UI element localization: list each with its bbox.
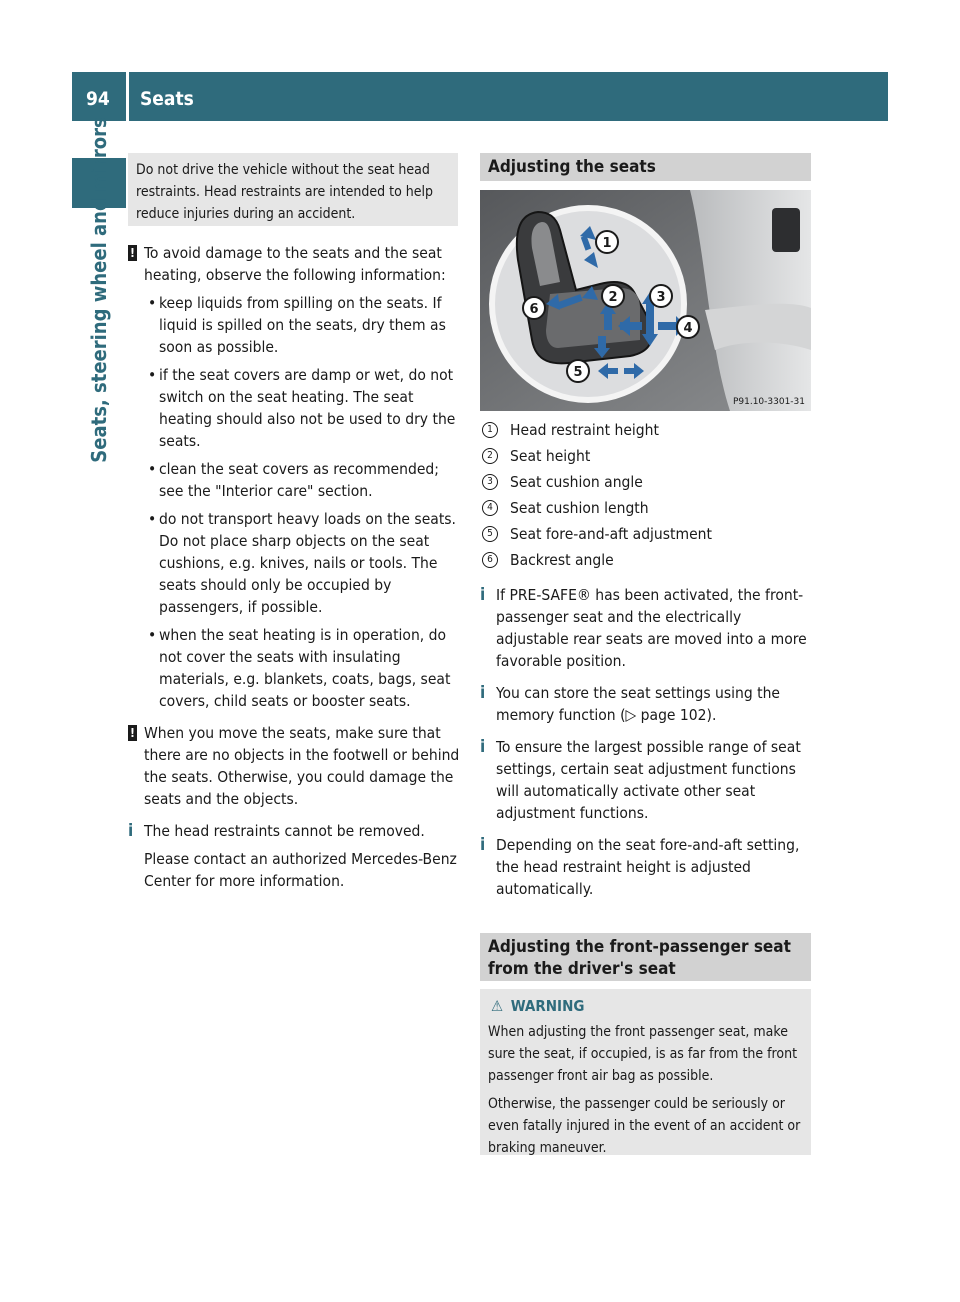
section-heading-adjusting-seats xyxy=(480,153,811,181)
legend-number: 2 xyxy=(482,448,498,464)
info-note xyxy=(480,736,812,824)
left-column-notes xyxy=(128,242,460,902)
warning-para-1: When adjusting the front passenger seat, make sure the seat, if occupied, is as far from the front passenger front air bag as possible. xyxy=(488,1024,798,1084)
info-text: To ensure the largest possible range of seat settings, certain seat adjustment functions will automatically activate other seat adjustment functions. xyxy=(496,738,801,822)
legend-item xyxy=(480,469,811,495)
legend-item xyxy=(480,443,811,469)
image-code: P91.10-3301-31 xyxy=(732,397,805,407)
svg-text:5: 5 xyxy=(573,365,583,380)
svg-text:2: 2 xyxy=(608,290,618,305)
seat-controls-illustration xyxy=(480,190,811,411)
seat-controls-drawing xyxy=(480,190,811,411)
legend-item xyxy=(480,547,811,573)
warning-box xyxy=(480,989,811,1155)
notice-text: To avoid damage to the seats and the seat heating, observe the following information: xyxy=(144,244,446,284)
section-heading-line2: from the driver's seat xyxy=(488,959,676,979)
notice-text: When you move the seats, make sure that there are no objects in the footwell or behind the seats. Otherwise, you could damage the seats and the objects. xyxy=(144,724,460,808)
section-heading-line1: Adjusting the front-passenger seat xyxy=(488,937,791,957)
section-heading-text: Adjusting the seats xyxy=(488,157,656,177)
page-number: 94 xyxy=(86,88,110,110)
info-icon: i xyxy=(480,585,486,605)
legend-number: 1 xyxy=(482,422,498,438)
legend-label: Seat cushion length xyxy=(510,499,649,517)
legend-item xyxy=(480,417,811,443)
warning-para-2: Otherwise, the passenger could be seriously or even fatally injured in the event of an accident or braking maneuver. xyxy=(488,1096,801,1156)
info-icon: i xyxy=(128,821,134,841)
header-divider xyxy=(126,72,129,121)
notice-move-seats xyxy=(128,722,460,810)
legend-number: 5 xyxy=(482,526,498,542)
info-head-restraints xyxy=(128,820,460,892)
info-text: You can store the seat settings using the memory function (▷ page 102). xyxy=(496,684,781,724)
legend-item xyxy=(480,495,811,521)
list-item: • clean the seat covers as recommended; see the "Interior care" section. xyxy=(144,458,460,502)
legend-list xyxy=(480,417,811,573)
warning-title: WARNING xyxy=(510,997,585,1015)
legend-label: Seat height xyxy=(510,447,591,465)
warning-triangle-icon: ⚠ xyxy=(490,997,504,1015)
notice-icon: ! xyxy=(128,725,137,741)
section-heading-front-passenger xyxy=(480,933,811,981)
list-item: • if the seat covers are damp or wet, do not switch on the seat heating. The seat heating should also not be used to dry the seats. xyxy=(144,364,460,452)
list-item: • keep liquids from spilling on the seats. If liquid is spilled on the seats, dry them as soon as possible. xyxy=(144,292,460,358)
legend-label: Seat cushion angle xyxy=(510,473,643,491)
list-item: • do not transport heavy loads on the seats. Do not place sharp objects on the seat cushions, e.g. knives, nails or tools. The seats should only be occupied by passengers, if possible. xyxy=(144,508,460,618)
gray-note-text: Do not drive the vehicle without the seat head restraints. Head restraints are intended to help reduce injuries during an accident. xyxy=(136,162,434,222)
header-bar xyxy=(72,72,888,121)
info-note xyxy=(480,682,812,726)
side-tab-label: Seats, steering wheel and mirrors xyxy=(87,117,111,463)
legend-number: 4 xyxy=(482,500,498,516)
notice-icon: ! xyxy=(128,245,137,261)
info-text: The head restraints cannot be removed. xyxy=(144,822,425,840)
legend-number: 6 xyxy=(482,552,498,568)
info-note xyxy=(480,584,812,672)
svg-text:4: 4 xyxy=(683,321,693,336)
svg-text:6: 6 xyxy=(529,302,539,317)
info-text-continued: Please contact an authorized Mercedes-Benz Center for more information. xyxy=(144,850,457,890)
gray-note-box xyxy=(128,153,458,226)
legend-number: 3 xyxy=(482,474,498,490)
info-icon: i xyxy=(480,835,486,855)
legend-label: Head restraint height xyxy=(510,421,659,439)
svg-text:3: 3 xyxy=(656,290,666,305)
info-icon: i xyxy=(480,683,486,703)
info-text: If PRE-SAFE® has been activated, the front-passenger seat and the electrically adjustable rear seats are moved into a more favorable position. xyxy=(496,586,807,670)
info-text: Depending on the seat fore-and-aft setting, the head restraint height is adjusted automatically. xyxy=(496,836,800,898)
legend-label: Backrest angle xyxy=(510,551,614,569)
page-title: Seats xyxy=(140,88,194,110)
svg-text:1: 1 xyxy=(602,236,612,251)
info-note xyxy=(480,834,812,900)
legend-label: Seat fore-and-aft adjustment xyxy=(510,525,712,543)
info-icon: i xyxy=(480,737,486,757)
right-info-notes xyxy=(480,584,812,910)
list-item: • when the seat heating is in operation, do not cover the seats with insulating materials, e.g. blankets, coats, bags, seat covers, child seats or booster seats. xyxy=(144,624,460,712)
notice-seat-heating xyxy=(128,242,460,712)
warning-heading xyxy=(488,995,803,1017)
legend-item xyxy=(480,521,811,547)
